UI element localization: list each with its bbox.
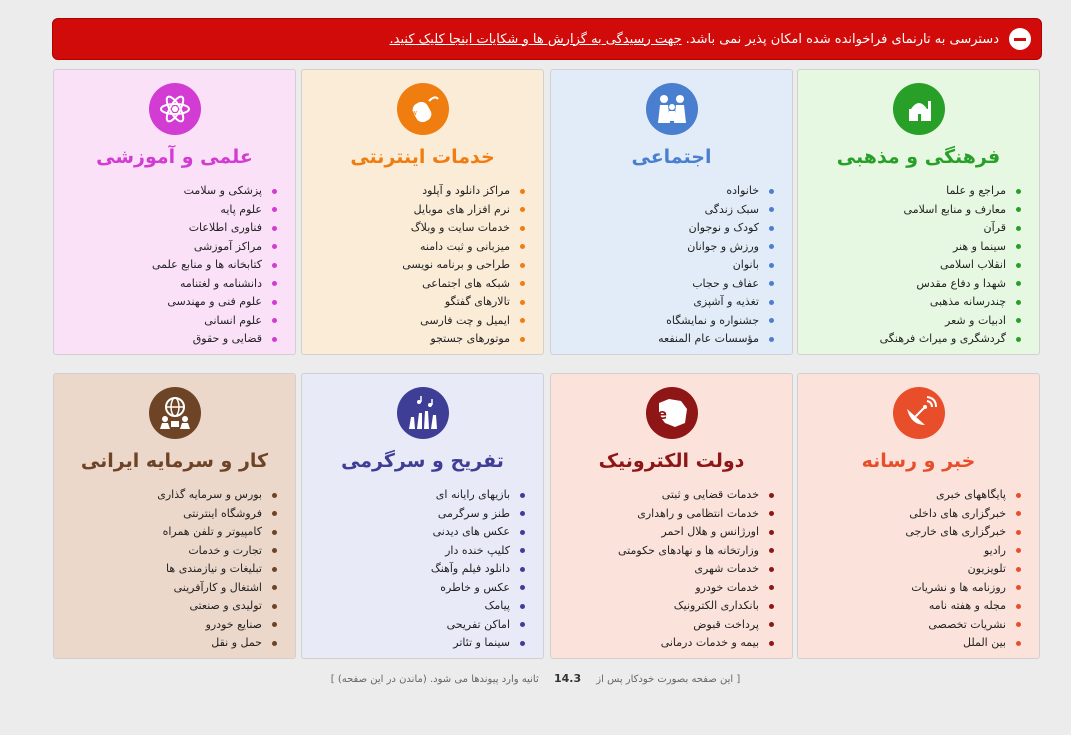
category-link[interactable] [310, 579, 525, 598]
category-link-label: قرآن [983, 221, 1006, 234]
bullet-icon [1016, 604, 1021, 609]
category-link-label: خدمات خودرو [695, 580, 759, 594]
category-link-label: ورزش و جوانان [687, 239, 759, 253]
category-link-label: بین الملل [963, 636, 1006, 649]
bullet-icon [520, 244, 525, 249]
category-link-label: کامپیوتر و تلفن همراه [162, 525, 262, 538]
category-link-label: خدمات سایت و وبلاگ [410, 221, 510, 234]
bullet-icon [1016, 622, 1021, 627]
category-link-label: بورس و سرمایه گذاری [157, 488, 262, 501]
category-link-label: چندرسانه مذهبی [929, 295, 1006, 308]
category-link-label: سبک زندگی [704, 202, 759, 216]
category-link-label: شبکه های اجتماعی [422, 276, 510, 290]
category-card [301, 373, 544, 659]
category-link-label: اورژانس و هلال احمر [661, 525, 759, 538]
category-link-label: سینما و هنر [952, 239, 1006, 253]
category-title[interactable]: دولت الکترونیک [598, 450, 745, 472]
category-link[interactable] [806, 523, 1021, 542]
category-link-label: بانوان [732, 258, 759, 271]
category-link[interactable] [806, 634, 1021, 653]
category-link[interactable] [559, 330, 774, 349]
category-link-label: نرم افزار های موبایل [413, 202, 510, 216]
category-link-label: بازیهای رایانه ای [435, 488, 510, 501]
category-title[interactable]: تفریح و سرگرمی [341, 450, 504, 472]
bullet-icon [520, 511, 525, 516]
category-link-label: تجارت و خدمات [188, 543, 262, 557]
category-link[interactable] [310, 293, 525, 312]
category-link[interactable] [62, 560, 277, 579]
category-link-label: تولیدی و صنعتی [189, 599, 262, 612]
category-link-list [806, 182, 1021, 349]
category-link-label: ایمیل و چت فارسی [420, 313, 510, 327]
bullet-icon [272, 244, 277, 249]
family-icon[interactable] [646, 83, 698, 135]
category-link[interactable] [310, 634, 525, 653]
category-link-label: رادیو [983, 543, 1006, 557]
category-link-label: مراکز دانلود و آپلود [422, 184, 510, 197]
bullet-icon [520, 622, 525, 627]
category-link[interactable] [559, 256, 774, 275]
bullet-icon [769, 337, 774, 342]
bullet-icon [272, 641, 277, 646]
bullet-icon [272, 567, 277, 572]
bullet-icon [520, 604, 525, 609]
bullet-icon [1016, 244, 1021, 249]
bullet-icon [1016, 548, 1021, 553]
category-link-list [310, 182, 525, 349]
mosque-icon[interactable] [893, 83, 945, 135]
category-link-label: فناوری اطلاعات [188, 221, 262, 234]
category-link-label: تالارهای گفتگو [444, 295, 510, 308]
bullet-icon [769, 244, 774, 249]
category-link-label: طنز و سرگرمی [437, 506, 510, 520]
bullet-icon [769, 226, 774, 231]
bullet-icon [272, 530, 277, 535]
category-link[interactable] [559, 505, 774, 524]
bullet-icon [769, 263, 774, 268]
category-link[interactable] [310, 486, 525, 505]
bullet-icon [769, 207, 774, 212]
category-link-label: اماکن تفریحی [446, 617, 510, 631]
category-link-label: خبرگزاری های داخلی [909, 506, 1006, 520]
category-link[interactable] [559, 238, 774, 257]
category-link-list [559, 182, 774, 349]
countdown-timer: 14.3 [553, 672, 582, 685]
category-link-label: خدمات انتظامی و راهداری [637, 506, 759, 520]
category-link[interactable] [310, 312, 525, 331]
category-link[interactable] [559, 616, 774, 635]
bullet-icon [769, 281, 774, 286]
category-link-list [62, 182, 277, 349]
category-link-label: مراجع و علما [946, 184, 1006, 197]
category-card [550, 69, 793, 355]
category-title[interactable]: خدمات اینترنتی [350, 146, 495, 168]
category-link-label: خدمات شهری [694, 562, 759, 575]
bullet-icon [769, 604, 774, 609]
category-link-list [559, 486, 774, 653]
bullet-icon [272, 226, 277, 231]
category-link-label: دانلود فیلم وآهنگ [430, 562, 510, 575]
bullet-icon [1016, 189, 1021, 194]
redirect-prefix: این صفحه بصورت خودکار پس از [596, 674, 734, 685]
bullet-icon [272, 585, 277, 590]
bullet-icon [769, 300, 774, 305]
category-card [53, 69, 296, 355]
category-link-label: معارف و منابع اسلامی [903, 202, 1006, 216]
category-link[interactable] [62, 330, 277, 349]
bullet-icon [769, 493, 774, 498]
category-link-label: خدمات قضایی و ثبتی [661, 488, 759, 501]
bullet-icon [272, 622, 277, 627]
category-link[interactable] [310, 201, 525, 220]
category-title[interactable]: فرهنگی و مذهبی [836, 146, 1001, 168]
category-link[interactable] [806, 293, 1021, 312]
category-link[interactable] [310, 505, 525, 524]
category-link[interactable] [310, 256, 525, 275]
bullet-icon [1016, 337, 1021, 342]
category-link-label: موتورهای جستجو [430, 332, 510, 345]
bullet-icon [520, 226, 525, 231]
category-link[interactable] [62, 256, 277, 275]
bullet-icon [520, 567, 525, 572]
category-link[interactable] [62, 293, 277, 312]
category-link-label: خبرگزاری های خارجی [905, 525, 1006, 538]
category-link-label: نشریات تخصصی [928, 617, 1006, 631]
category-link[interactable] [559, 219, 774, 238]
category-link[interactable] [806, 560, 1021, 579]
category-title[interactable]: اجتماعی [631, 146, 712, 168]
category-link-label: روزنامه ها و نشریات [911, 580, 1006, 594]
category-link-label: علوم انسانی [204, 313, 262, 327]
category-link[interactable] [62, 597, 277, 616]
bullet-icon [272, 604, 277, 609]
category-link[interactable] [559, 486, 774, 505]
category-link-label: ادبیات و شعر [945, 313, 1006, 327]
category-card [53, 373, 296, 659]
report-complaint-link[interactable]: جهت رسیدگی به گزارش ها و شکایات اینجا کلیک کنید. [389, 31, 682, 47]
category-link-label: مجله و هفته نامه [928, 599, 1006, 612]
category-link-label: وزارتخانه ها و نهادهای حکومتی [618, 543, 759, 557]
category-link[interactable] [806, 579, 1021, 598]
category-link[interactable] [62, 275, 277, 294]
bullet-icon [769, 622, 774, 627]
bullet-icon [1016, 318, 1021, 323]
bullet-icon [769, 189, 774, 194]
category-link[interactable] [62, 219, 277, 238]
category-link-label: بیمه و خدمات درمانی [660, 636, 759, 649]
banner-message: دسترسی به تارنمای فراخوانده شده امکان پذیر نمی باشد. [685, 31, 999, 47]
bullet-icon [769, 641, 774, 646]
category-link[interactable] [62, 523, 277, 542]
category-title[interactable]: علمی و آموزشی [96, 146, 253, 168]
bullet-icon [1016, 263, 1021, 268]
category-card [550, 373, 793, 659]
bullet-icon [272, 493, 277, 498]
category-link-label: خانواده [726, 184, 759, 197]
bullet-icon [520, 263, 525, 268]
category-link-label: تلویزیون [967, 562, 1006, 575]
category-link[interactable] [559, 182, 774, 201]
category-link-label: کودک و نوجوان [688, 221, 759, 234]
category-link-label: پایگاههای خبری [935, 488, 1006, 501]
category-link[interactable] [559, 523, 774, 542]
bullet-icon [272, 207, 277, 212]
bullet-icon [1016, 300, 1021, 305]
auto-redirect-notice [0, 672, 1071, 685]
satellite-dish-icon[interactable] [893, 387, 945, 439]
bullet-icon [272, 263, 277, 268]
category-link-list [310, 486, 525, 653]
bullet-icon [520, 207, 525, 212]
category-link-label: طراحی و برنامه نویسی [402, 258, 510, 271]
category-link-label: کتابخانه ها و منابع علمی [151, 258, 262, 271]
iran-map-icon[interactable] [646, 387, 698, 439]
category-link-label: قضایی و حقوق [192, 332, 262, 345]
category-link[interactable] [559, 312, 774, 331]
category-link-label: فروشگاه اینترنتی [183, 506, 262, 520]
category-link-label: علوم فنی و مهندسی [167, 295, 262, 308]
bullet-icon [272, 548, 277, 553]
category-link[interactable] [62, 505, 277, 524]
bullet-icon [272, 189, 277, 194]
category-link[interactable] [62, 312, 277, 331]
category-link[interactable] [806, 312, 1021, 331]
svg-text:e: e [657, 407, 667, 423]
redirect-suffix: ثانیه وارد پیوندها می شود. [429, 674, 539, 685]
bullet-icon [1016, 207, 1021, 212]
category-link-label: مراکز آموزشی [193, 239, 262, 253]
category-link[interactable] [806, 505, 1021, 524]
category-title[interactable]: کار و سرمایه ایرانی [80, 450, 269, 472]
bullet-icon [520, 493, 525, 498]
bullet-icon [769, 548, 774, 553]
category-link-label: پیامک [484, 599, 510, 612]
category-link-label: تبلیغات و نیازمندی ها [166, 562, 262, 575]
category-link-list [62, 486, 277, 653]
category-link[interactable] [62, 579, 277, 598]
category-link[interactable] [806, 256, 1021, 275]
category-link[interactable] [806, 201, 1021, 220]
category-link[interactable] [806, 597, 1021, 616]
category-link-label: گردشگری و میراث فرهنگی [879, 332, 1006, 345]
bullet-icon [1016, 585, 1021, 590]
bullet-icon [520, 189, 525, 194]
category-card [301, 69, 544, 355]
music-hands-icon[interactable] [397, 387, 449, 439]
category-link[interactable] [806, 616, 1021, 635]
bullet-icon [272, 318, 277, 323]
bullet-icon [769, 511, 774, 516]
category-link-label: مؤسسات عام المنفعه [658, 332, 759, 345]
bullet-icon [1016, 567, 1021, 572]
category-link[interactable] [310, 542, 525, 561]
category-link[interactable] [559, 293, 774, 312]
bullet-icon [520, 585, 525, 590]
category-link-label: جشنواره و نمایشگاه [666, 313, 759, 327]
category-link-label: علوم پایه [220, 202, 262, 216]
bullet-icon [520, 281, 525, 286]
bullet-icon [272, 300, 277, 305]
category-link[interactable] [806, 486, 1021, 505]
bullet-icon [1016, 641, 1021, 646]
category-card [797, 373, 1040, 659]
bullet-icon [1016, 226, 1021, 231]
category-card [797, 69, 1040, 355]
footer-close-bracket: ] [330, 674, 335, 685]
stay-on-page-link[interactable]: (ماندن در این صفحه) [337, 674, 427, 685]
category-link[interactable] [310, 219, 525, 238]
category-link[interactable] [806, 330, 1021, 349]
category-link[interactable] [559, 542, 774, 561]
bullet-icon [769, 567, 774, 572]
category-link-label: تغذیه و آشپزی [693, 295, 759, 308]
category-link-label: عکس های دیدنی [432, 525, 510, 538]
category-link[interactable] [559, 560, 774, 579]
bullet-icon [769, 318, 774, 323]
category-link[interactable] [559, 201, 774, 220]
bullet-icon [769, 585, 774, 590]
category-link[interactable] [559, 275, 774, 294]
svg-text:www: www [399, 109, 417, 117]
category-link[interactable] [310, 330, 525, 349]
category-link[interactable] [310, 616, 525, 635]
footer-open-bracket: [ [736, 674, 741, 685]
category-link[interactable] [310, 238, 525, 257]
category-link-list [806, 486, 1021, 653]
category-link[interactable] [62, 182, 277, 201]
category-link-label: صنایع خودرو [205, 617, 262, 631]
category-link[interactable] [806, 238, 1021, 257]
category-link-label: سینما و تئاتر [453, 636, 510, 649]
category-link-label: پرداخت قبوض [693, 617, 759, 631]
business-globe-icon[interactable] [149, 387, 201, 439]
no-entry-icon [1009, 28, 1031, 50]
bullet-icon [1016, 281, 1021, 286]
category-link[interactable] [310, 275, 525, 294]
bullet-icon [520, 318, 525, 323]
category-link-label: کلیپ خنده دار [445, 543, 510, 557]
bullet-icon [1016, 511, 1021, 516]
mouse-icon[interactable] [397, 83, 449, 135]
category-link-label: دانشنامه و لغتنامه [179, 276, 262, 290]
category-link[interactable] [806, 219, 1021, 238]
category-link[interactable] [559, 597, 774, 616]
bullet-icon [272, 281, 277, 286]
bullet-icon [272, 511, 277, 516]
category-link-label: میزبانی و ثبت دامنه [420, 239, 510, 253]
category-link-label: بانکداری الکترونیک [673, 599, 759, 612]
category-link[interactable] [806, 275, 1021, 294]
category-link[interactable] [62, 634, 277, 653]
bullet-icon [520, 530, 525, 535]
bullet-icon [520, 641, 525, 646]
bullet-icon [520, 548, 525, 553]
atom-icon[interactable] [149, 83, 201, 135]
bullet-icon [1016, 493, 1021, 498]
category-link[interactable] [310, 597, 525, 616]
category-link-label: عکس و خاطره [440, 580, 510, 594]
category-link[interactable] [62, 542, 277, 561]
category-title[interactable]: خبر و رسانه [861, 450, 976, 472]
bullet-icon [520, 337, 525, 342]
category-link-label: عفاف و حجاب [692, 276, 759, 290]
category-link-label: پزشکی و سلامت [183, 184, 262, 197]
category-link[interactable] [62, 238, 277, 257]
category-link[interactable] [310, 523, 525, 542]
category-link[interactable] [62, 616, 277, 635]
category-link-label: حمل و نقل [211, 636, 262, 649]
category-link-label: انقلاب اسلامی [940, 258, 1006, 271]
category-link[interactable] [310, 182, 525, 201]
bullet-icon [1016, 530, 1021, 535]
bullet-icon [769, 530, 774, 535]
blocked-access-banner [52, 18, 1042, 60]
category-link[interactable] [62, 201, 277, 220]
category-link[interactable] [62, 486, 277, 505]
category-link[interactable] [310, 560, 525, 579]
bullet-icon [272, 337, 277, 342]
category-link[interactable] [559, 579, 774, 598]
category-link-label: شهدا و دفاع مقدس [916, 276, 1006, 290]
category-link[interactable] [806, 182, 1021, 201]
category-link[interactable] [806, 542, 1021, 561]
bullet-icon [520, 300, 525, 305]
category-link[interactable] [559, 634, 774, 653]
category-link-label: اشتغال و کارآفرینی [173, 580, 262, 594]
